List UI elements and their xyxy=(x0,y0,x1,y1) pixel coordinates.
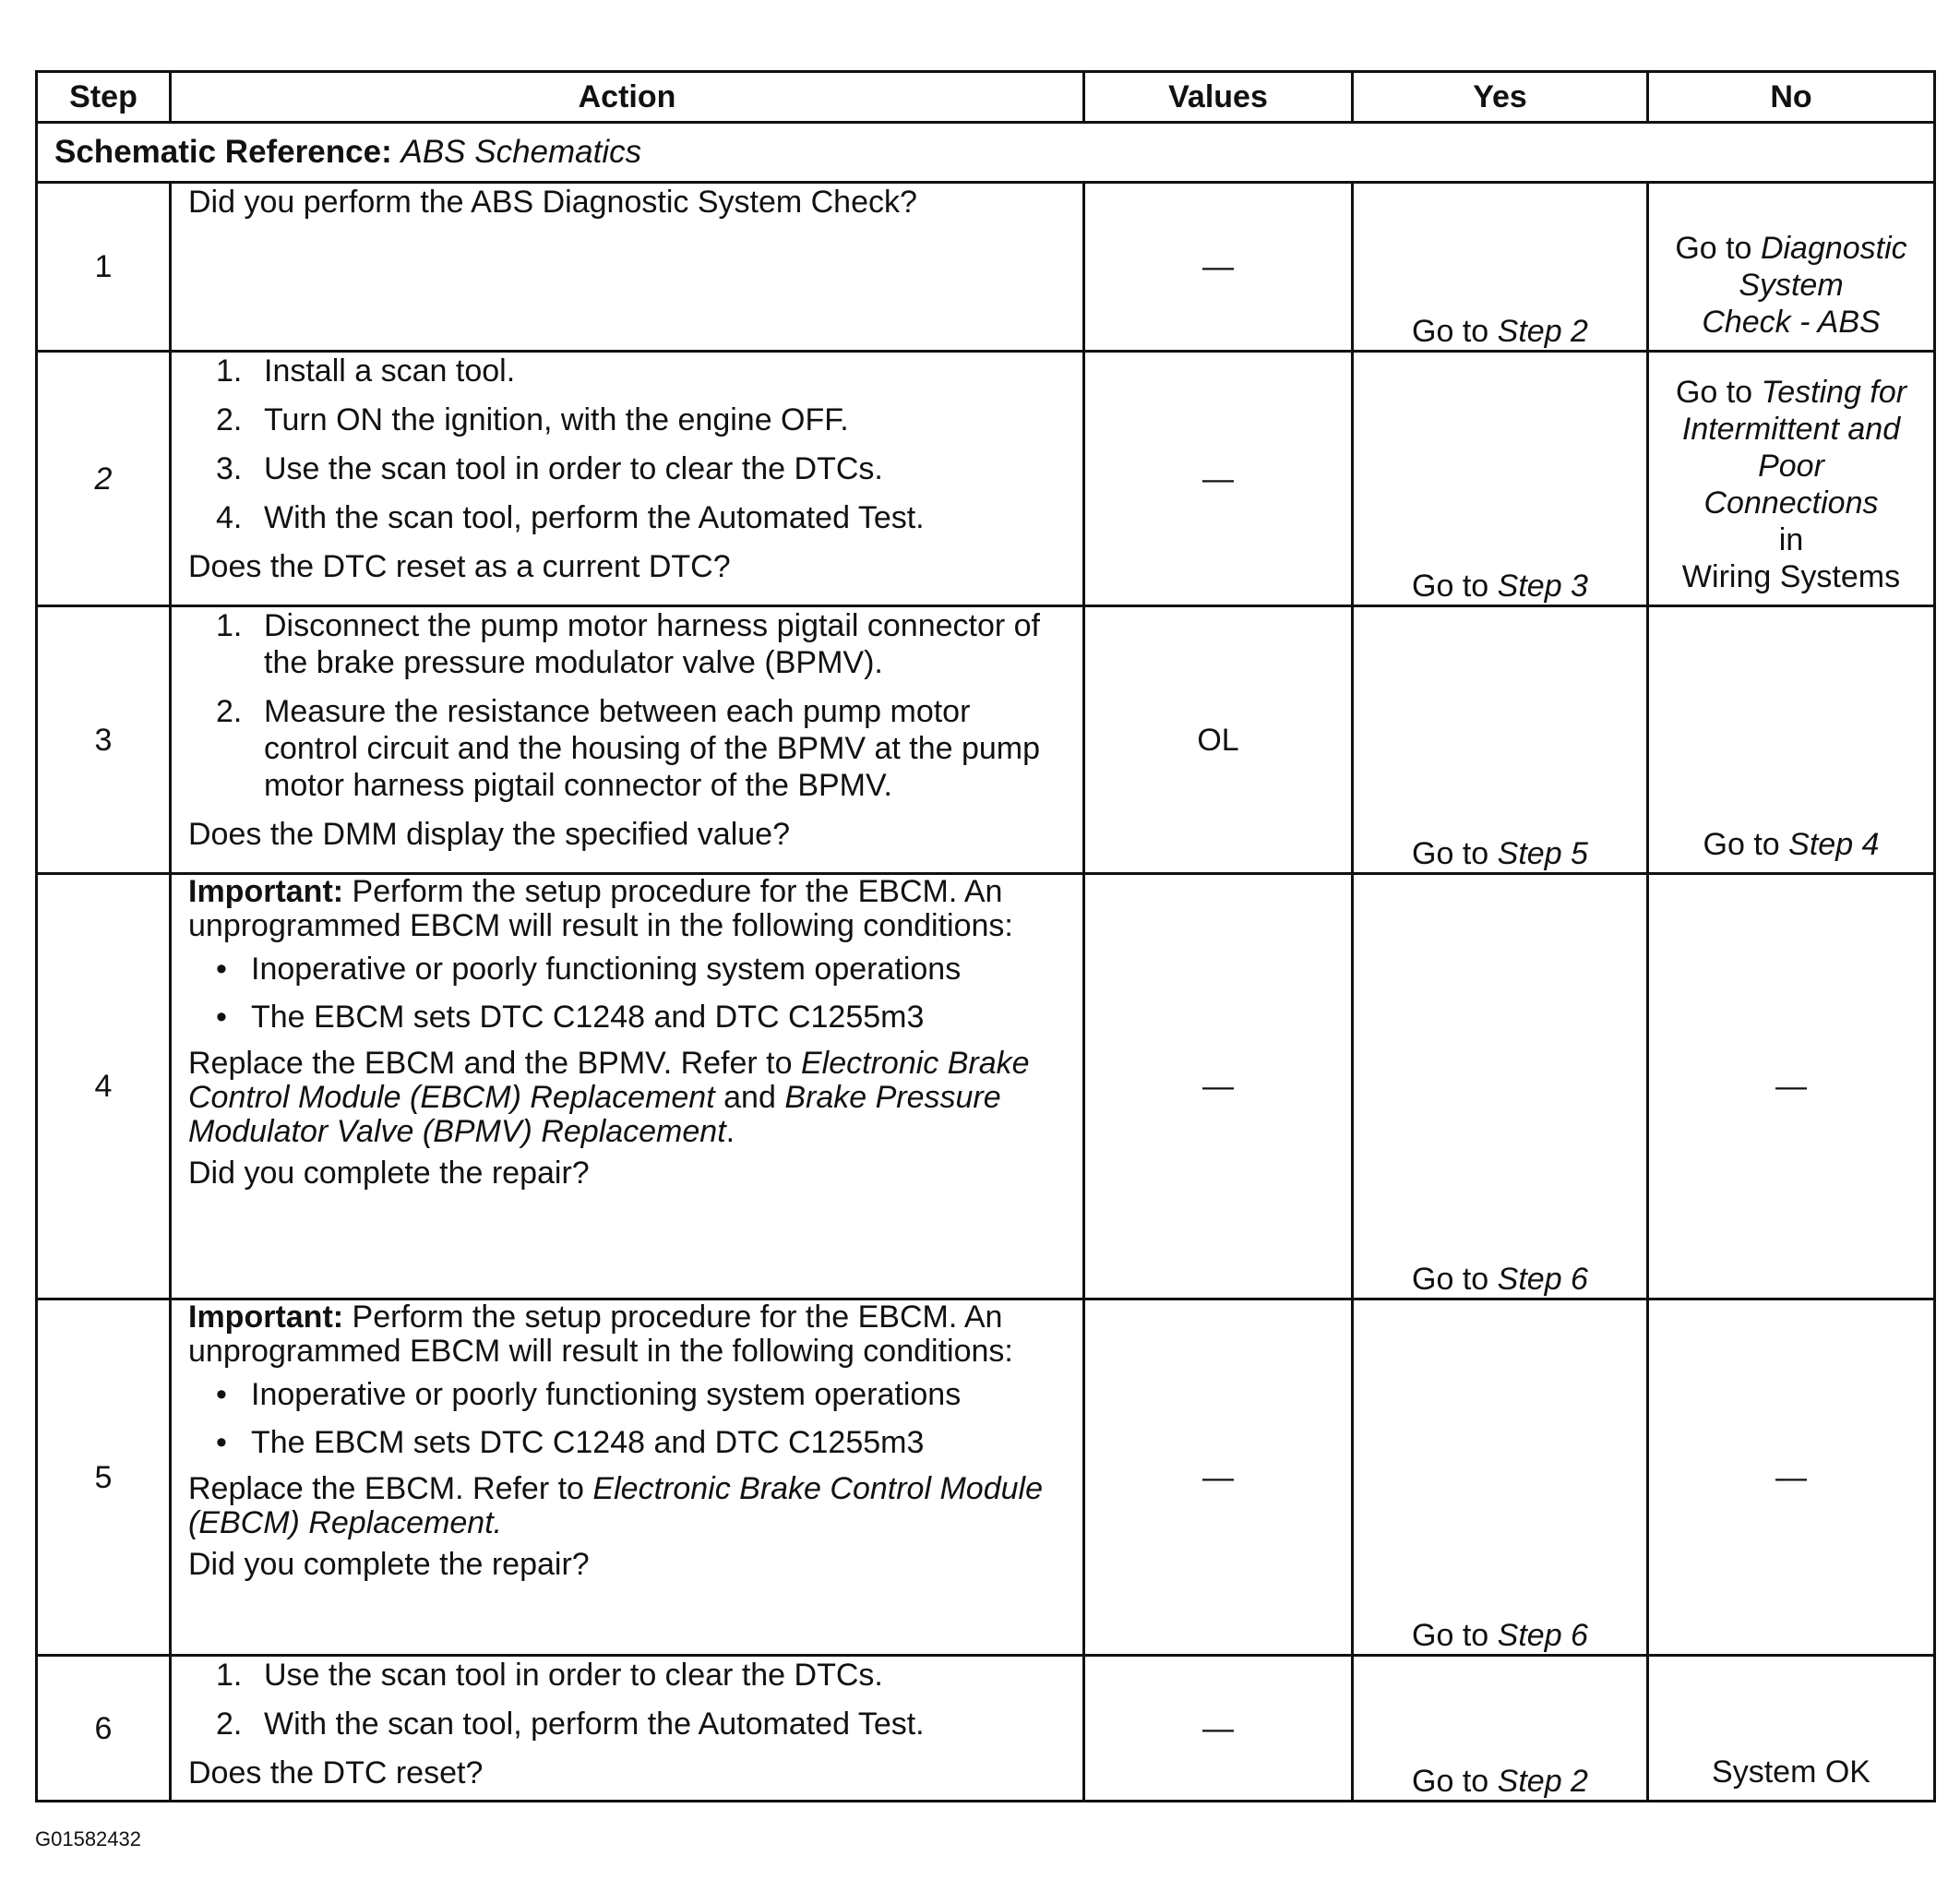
condition-list xyxy=(188,951,1066,1036)
procedure-list xyxy=(188,607,1066,804)
procedure-item: 4. With the scan tool, perform the Automated Test. xyxy=(216,500,925,535)
value-cell: — xyxy=(1084,1299,1353,1656)
no-cell: — xyxy=(1648,1299,1935,1656)
yes-step-link: Step 6 xyxy=(1497,1262,1588,1297)
no-cell xyxy=(1648,606,1935,874)
figure-id: G01582432 xyxy=(35,1827,141,1850)
no-ref-line: Testing for xyxy=(1761,375,1907,410)
yes-step-link: Step 2 xyxy=(1497,314,1588,349)
header-row xyxy=(37,72,1935,123)
replace-instruction: Replace the EBCM. Refer to Electronic Brake Control Module (EBCM) Replacement. xyxy=(188,1471,1043,1540)
step-number: 1 xyxy=(37,183,171,352)
yes-cell xyxy=(1353,183,1648,352)
yes-step-link: Step 5 xyxy=(1497,836,1588,871)
header-action: Action xyxy=(171,72,1084,123)
action-cell xyxy=(171,1656,1084,1802)
no-ref-line: Intermittent and xyxy=(1681,412,1901,447)
table-row xyxy=(37,874,1935,1299)
procedure-list xyxy=(188,1657,1066,1742)
yes-prefix: Go to xyxy=(1412,569,1489,604)
value-cell: — xyxy=(1084,874,1353,1299)
procedure-item: 2. With the scan tool, perform the Automated Test. xyxy=(216,1706,925,1742)
yes-prefix: Go to xyxy=(1412,1618,1489,1653)
important-note: Important: Perform the setup procedure for the EBCM. An unprogrammed EBCM will result in the following conditions: xyxy=(188,1299,1013,1369)
schematic-label: Schematic Reference: xyxy=(54,134,392,170)
no-ref-line: in xyxy=(1778,522,1804,557)
no-step-link: Step 4 xyxy=(1788,827,1880,862)
question-text: Did you complete the repair? xyxy=(188,1156,590,1191)
no-ref-line: Wiring Systems xyxy=(1681,559,1901,594)
value-cell: — xyxy=(1084,183,1353,352)
yes-prefix: Go to xyxy=(1412,314,1489,349)
condition-item: • The EBCM sets DTC C1248 and DTC C1255m3 xyxy=(216,1000,925,1035)
yes-step-link: Step 3 xyxy=(1497,569,1588,604)
step-number: 6 xyxy=(37,1656,171,1802)
yes-cell xyxy=(1353,1299,1648,1656)
table-row xyxy=(37,183,1935,352)
yes-step-link: Step 6 xyxy=(1497,1618,1588,1653)
procedure-item: 1. Use the scan tool in order to clear the DTCs. xyxy=(216,1658,883,1693)
diagnostic-table xyxy=(35,70,1936,1802)
procedure-list xyxy=(188,353,1066,536)
step-number: 3 xyxy=(37,606,171,874)
action-cell xyxy=(171,1299,1084,1656)
condition-list xyxy=(188,1376,1066,1461)
yes-step-link: Step 2 xyxy=(1497,1764,1588,1799)
yes-prefix: Go to xyxy=(1412,836,1489,871)
table-row xyxy=(37,352,1935,606)
action-cell xyxy=(171,183,1084,352)
condition-item: • Inoperative or poorly functioning system operations xyxy=(216,952,962,987)
procedure-item: 3. Use the scan tool in order to clear the DTCs. xyxy=(216,451,883,486)
step-number: 4 xyxy=(37,874,171,1299)
action-cell xyxy=(171,606,1084,874)
table-row xyxy=(37,1656,1935,1802)
no-ref-line: Check - ABS xyxy=(1702,305,1881,340)
header-values: Values xyxy=(1084,72,1353,123)
no-prefix: Go to xyxy=(1703,827,1780,862)
value-cell: — xyxy=(1084,1656,1353,1802)
question-text: Does the DMM display the specified value? xyxy=(188,817,790,852)
no-ref-line: Poor xyxy=(1758,449,1824,484)
no-prefix: Go to xyxy=(1675,231,1752,266)
yes-cell xyxy=(1353,352,1648,606)
yes-prefix: Go to xyxy=(1412,1262,1489,1297)
header-yes: Yes xyxy=(1353,72,1648,123)
important-note: Important: Perform the setup procedure for the EBCM. An unprogrammed EBCM will result in the following conditions: xyxy=(188,874,1013,943)
schematic-reference-row xyxy=(37,123,1935,183)
no-cell: System OK xyxy=(1648,1656,1935,1802)
table-row xyxy=(37,606,1935,874)
action-cell xyxy=(171,352,1084,606)
no-ref-line: Connections xyxy=(1703,485,1879,521)
no-cell xyxy=(1648,183,1935,352)
procedure-item: 1. Disconnect the pump motor harness pigtail connector of the brake pressure modulator valve (BPMV). xyxy=(216,608,1041,680)
schematic-reference xyxy=(37,123,1935,183)
no-ref-line: Diagnostic xyxy=(1760,231,1907,266)
action-cell xyxy=(171,874,1084,1299)
yes-cell xyxy=(1353,874,1648,1299)
schematic-link: ABS Schematics xyxy=(400,134,642,170)
question-text: Did you perform the ABS Diagnostic System Check? xyxy=(188,185,917,220)
value-cell: — xyxy=(1084,352,1353,606)
table-row xyxy=(37,1299,1935,1656)
step-number: 2 xyxy=(37,352,171,606)
procedure-item: 1. Install a scan tool. xyxy=(216,353,516,389)
yes-cell xyxy=(1353,606,1648,874)
condition-item: • Inoperative or poorly functioning system operations xyxy=(216,1377,962,1412)
replace-instruction: Replace the EBCM and the BPMV. Refer to Electronic Brake Control Module (EBCM) Replacement and Brake Pressure Modulator Valve (BPMV) Replacement. xyxy=(188,1046,1030,1149)
condition-item: • The EBCM sets DTC C1248 and DTC C1255m3 xyxy=(216,1425,925,1460)
question-text: Does the DTC reset as a current DTC? xyxy=(188,549,731,584)
header-step: Step xyxy=(37,72,171,123)
step-number: 5 xyxy=(37,1299,171,1656)
procedure-item: 2. Turn ON the ignition, with the engine OFF. xyxy=(216,402,849,437)
header-no: No xyxy=(1648,72,1935,123)
no-cell: — xyxy=(1648,874,1935,1299)
question-text: Does the DTC reset? xyxy=(188,1755,484,1790)
question-text: Did you complete the repair? xyxy=(188,1547,590,1582)
yes-cell xyxy=(1353,1656,1648,1802)
value-cell: OL xyxy=(1084,606,1353,874)
no-ref-line: System xyxy=(1739,268,1844,303)
no-cell xyxy=(1648,352,1935,606)
yes-prefix: Go to xyxy=(1412,1764,1489,1799)
no-prefix: Go to xyxy=(1675,375,1753,410)
procedure-item: 2. Measure the resistance between each pump motor control circuit and the housing of the BPMV at the pump motor harness pigtail connector of the BPMV. xyxy=(216,694,1041,803)
